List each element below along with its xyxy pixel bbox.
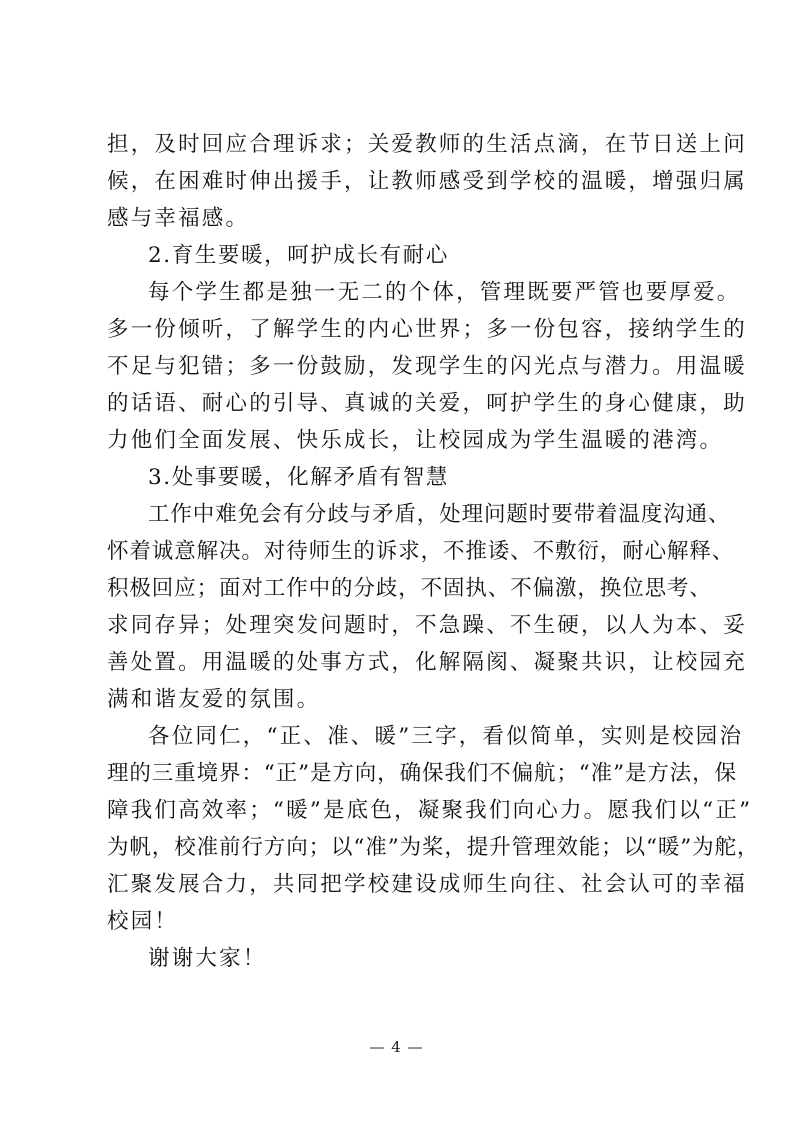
text-line: 汇聚发展合力，共同把学校建设成师生向往、社会认可的幸福 <box>107 872 747 897</box>
text-line: 校园！ <box>107 909 179 934</box>
text-line: 力他们全面发展、快乐成长，让校园成为学生温暖的港湾。 <box>107 428 724 453</box>
text-line: 各位同仁，“正、准、暖”三字，看似简单，实则是校园治 <box>148 724 744 749</box>
text-line: 为帆，校准前行方向；以“准”为桨，提升管理效能；以“暖”为舵， <box>107 835 760 860</box>
text-line: 障我们高效率；“暖”是底色，凝聚我们向心力。愿我们以“正” <box>107 798 753 823</box>
text-line: 善处置。用温暖的处事方式，化解隔阂、凝聚共识，让校园充 <box>107 650 747 675</box>
text-line: 每个学生都是独一无二的个体，管理既要严管也要厚爱。 <box>148 280 741 305</box>
section-heading: 2.育生要暖，呵护成长有耐心 <box>148 243 449 268</box>
body-text <box>107 126 760 977</box>
text-line: 多一份倾听，了解学生的内心世界；多一份包容，接纳学生的 <box>107 317 747 342</box>
text-line: 满和谐友爱的氛围。 <box>107 687 321 712</box>
closing-line: 谢谢大家！ <box>148 946 267 971</box>
text-line: 候，在困难时伸出援手，让教师感受到学校的温暖，增强归属 <box>107 169 747 194</box>
text-line: 积极回应；面对工作中的分歧，不固执、不偏激，换位思考、 <box>107 576 712 601</box>
text-line: 怀着诚意解决。对待师生的诉求，不推诿、不敷衍，耐心解释、 <box>107 539 735 564</box>
text-line: 感与幸福感。 <box>107 206 250 231</box>
text-line: 不足与犯错；多一份鼓励，发现学生的闪光点与潜力。用温暖 <box>107 354 747 379</box>
text-line: 求同存异；处理突发问题时，不急躁、不生硬，以人为本、妥 <box>107 613 747 638</box>
page-number: — 4 — <box>369 1038 424 1056</box>
text-line: 担，及时回应合理诉求；关爱教师的生活点滴，在节日送上问 <box>107 132 747 157</box>
text-line: 工作中难免会有分歧与矛盾，处理问题时要带着温度沟通、 <box>148 502 731 527</box>
text-line: 理的三重境界：“正”是方向，确保我们不偏航；“准”是方法，保 <box>107 761 737 786</box>
section-heading: 3.处事要暖，化解矛盾有智慧 <box>148 465 449 490</box>
text-line: 的话语、耐心的引导、真诚的关爱，呵护学生的身心健康，助 <box>107 391 747 416</box>
